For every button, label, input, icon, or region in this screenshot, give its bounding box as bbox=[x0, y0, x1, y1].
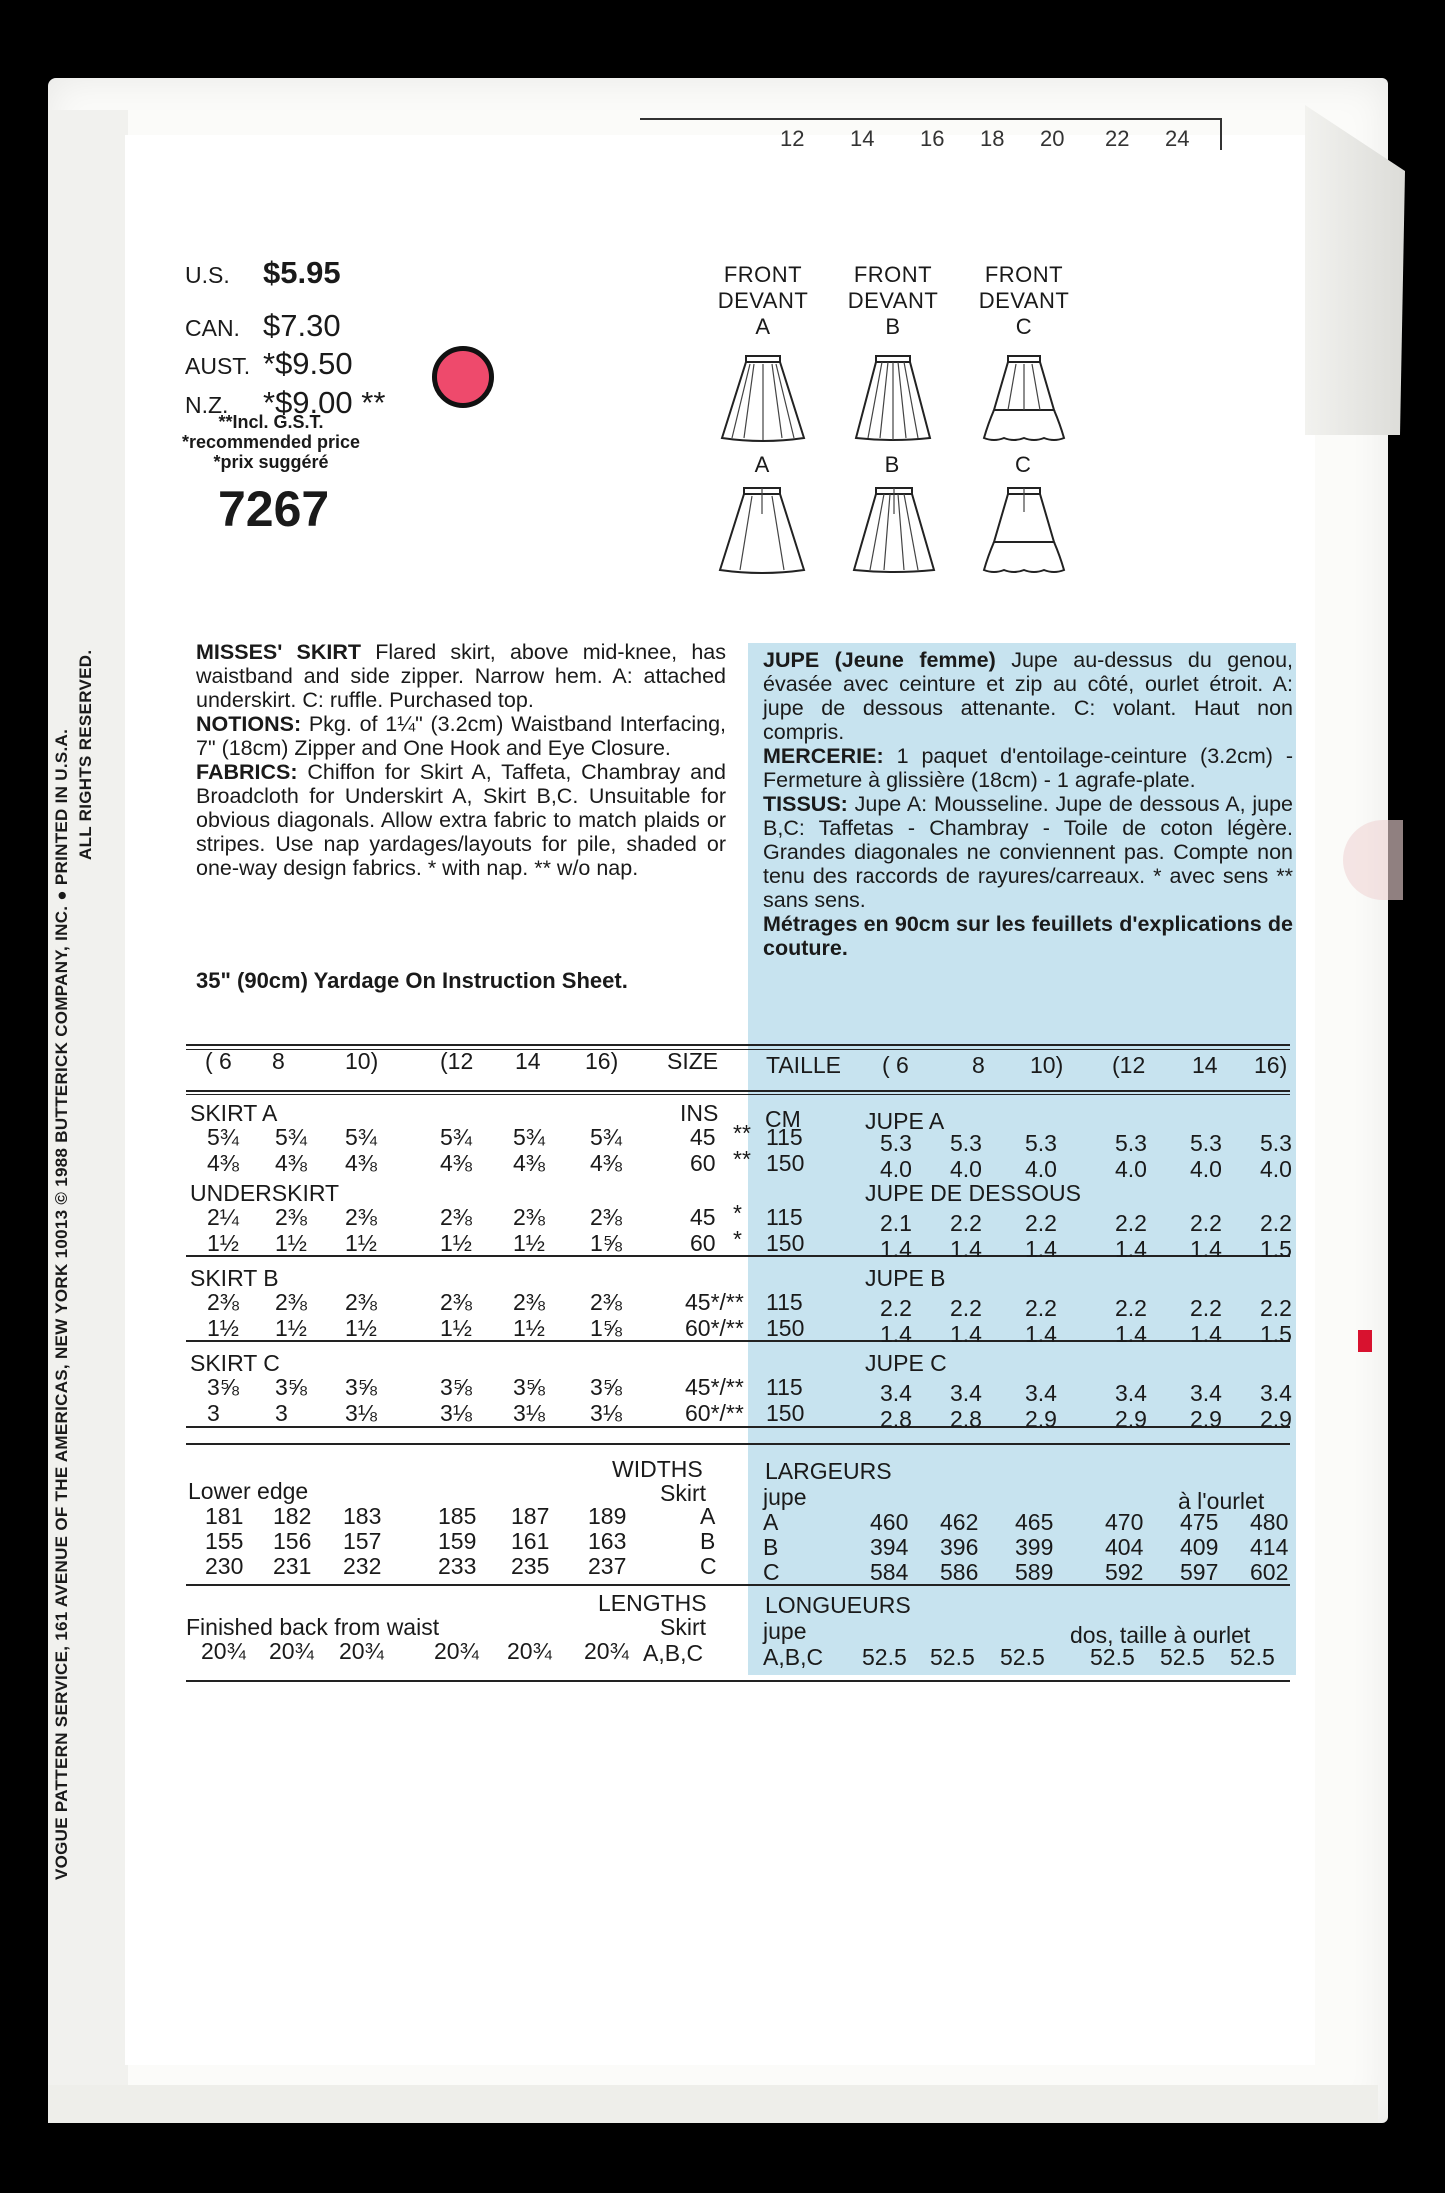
top-size: 24 bbox=[1165, 126, 1190, 151]
yardage-cell-fr: 2.8 bbox=[880, 1406, 912, 1432]
width-cell-fr: 462 bbox=[940, 1509, 979, 1535]
width-cell-fr: 470 bbox=[1105, 1509, 1144, 1535]
nap-mark: * bbox=[733, 1226, 742, 1252]
yardage-cell-fr: 3.4 bbox=[880, 1380, 912, 1406]
yardage-cell-en: 2⅜ bbox=[440, 1289, 472, 1315]
table-rule bbox=[186, 1443, 1290, 1445]
fabric-width-cm: 150 bbox=[766, 1150, 805, 1176]
yardage-cell-en: 2⅜ bbox=[513, 1204, 545, 1230]
yardage-cell-fr: 2.2 bbox=[1115, 1210, 1147, 1236]
yardage-cell-en: 1½ bbox=[440, 1230, 472, 1256]
yardage-cell-fr: 3.4 bbox=[1115, 1380, 1147, 1406]
yardage-note: 35" (90cm) Yardage On Instruction Sheet. bbox=[196, 968, 628, 993]
yardage-cell-fr: 4.0 bbox=[1025, 1156, 1057, 1182]
size-header-fr: (12 bbox=[1112, 1052, 1146, 1078]
fabric-width-cm: 150 bbox=[766, 1400, 805, 1426]
yardage-cell-fr: 1.4 bbox=[950, 1321, 982, 1347]
yardage-cell-fr: 1.4 bbox=[1190, 1321, 1222, 1347]
red-edge-mark bbox=[1358, 1330, 1372, 1352]
yardage-cell-en: 1½ bbox=[275, 1315, 307, 1341]
size-header-en: (12 bbox=[440, 1048, 474, 1074]
yardage-cell-fr: 2.2 bbox=[1115, 1295, 1147, 1321]
section-name-en: SKIRT B bbox=[190, 1265, 279, 1291]
yardage-cell-fr: 5.3 bbox=[1025, 1130, 1057, 1156]
view-heading-b: FRONT DEVANT B bbox=[847, 262, 939, 339]
size-header-en: 14 bbox=[515, 1048, 541, 1074]
yardage-cell-en: 1⅝ bbox=[590, 1315, 622, 1341]
yardage-cell-en: 3⅝ bbox=[207, 1374, 239, 1400]
yardage-cell-fr: 2.1 bbox=[880, 1210, 912, 1236]
yardage-cell-fr: 4.0 bbox=[880, 1156, 912, 1182]
widths-skirt-label: Skirt bbox=[660, 1480, 706, 1506]
yardage-cell-fr: 1.4 bbox=[1025, 1236, 1057, 1262]
fabric-width: 60 bbox=[690, 1230, 716, 1256]
width-cell-fr: 394 bbox=[870, 1534, 909, 1560]
length-cell-en: 20¾ bbox=[434, 1638, 479, 1664]
yardage-cell-fr: 2.2 bbox=[950, 1295, 982, 1321]
width-cell-fr: 396 bbox=[940, 1534, 979, 1560]
yardage-cell-en: 3⅝ bbox=[275, 1374, 307, 1400]
yardage-cell-en: 1½ bbox=[513, 1230, 545, 1256]
width-cell-en: 232 bbox=[343, 1553, 382, 1579]
size-header-en: 8 bbox=[272, 1048, 285, 1074]
yardage-cell-en: 3 bbox=[275, 1400, 288, 1426]
width-cell-fr: 584 bbox=[870, 1559, 909, 1585]
yardage-cell-en: 4⅜ bbox=[513, 1150, 545, 1176]
width-view: B bbox=[700, 1528, 716, 1554]
width-view-fr: B bbox=[763, 1534, 779, 1560]
nap-mark: ** bbox=[733, 1120, 751, 1146]
largeurs-label: LARGEURS bbox=[765, 1458, 892, 1484]
unit-cm: CM bbox=[765, 1106, 801, 1132]
yardage-cell-fr: 5.3 bbox=[950, 1130, 982, 1156]
width-cell-en: 185 bbox=[438, 1503, 477, 1529]
size-header-fr: 10) bbox=[1030, 1052, 1064, 1078]
width-cell-en: 157 bbox=[343, 1528, 382, 1554]
yardage-cell-fr: 2.9 bbox=[1115, 1406, 1147, 1432]
fabric-width-cm: 115 bbox=[766, 1124, 803, 1150]
yardage-cell-fr: 4.0 bbox=[1260, 1156, 1292, 1182]
top-size: 14 bbox=[850, 126, 875, 151]
table-rule bbox=[186, 1044, 1290, 1046]
width-cell-en: 163 bbox=[588, 1528, 627, 1554]
length-cell-fr: 52.5 bbox=[930, 1644, 975, 1670]
length-cell-fr: 52.5 bbox=[862, 1644, 907, 1670]
nap-mark: ** bbox=[733, 1146, 751, 1172]
yardage-cell-fr: 5.3 bbox=[1260, 1130, 1292, 1156]
skirt-c-front-icon bbox=[980, 352, 1068, 444]
yardage-cell-en: 2⅜ bbox=[590, 1289, 622, 1315]
yardage-cell-fr: 4.0 bbox=[1190, 1156, 1222, 1182]
yardage-cell-fr: 1.5 bbox=[1260, 1236, 1292, 1262]
pink-dot-icon bbox=[432, 346, 494, 408]
width-cell-en: 230 bbox=[205, 1553, 244, 1579]
copyright-vertical bbox=[50, 520, 98, 1880]
yardage-cell-fr: 2.9 bbox=[1025, 1406, 1057, 1432]
yardage-cell-en: 1½ bbox=[207, 1230, 239, 1256]
yardage-cell-en: 4⅜ bbox=[207, 1150, 239, 1176]
yardage-cell-fr: 1.4 bbox=[1115, 1236, 1147, 1262]
description-french: JUPE (Jeune femme) Jupe au-dessus du genou, évasée avec ceinture et zip au côté, ourlet étroit. A: jupe de dessous attenante. C: volant. Haut non compris. MERCERIE: 1 paquet d'entoilage-ceinture (3.2cm) - Fermeture à glissière (18cm) - 1 agrafe-plate. TISSUS: Jupe A: Mousseline. Jupe de dessous A, jupe B,C: Taffetas - Chambray - Toile de coton légère. Grandes diagonales ne conviennent pas. Compte non tenu des raccords de rayures/carreaux. * avec sens ** sans sens. Métrages en 90cm sur les feuillets d'explications de couture. bbox=[763, 648, 1293, 960]
section-name-fr: JUPE A bbox=[865, 1108, 945, 1134]
length-cell-en: 20¾ bbox=[339, 1638, 384, 1664]
size-header-en: SIZE bbox=[667, 1048, 719, 1074]
lower-edge-label: Lower edge bbox=[188, 1478, 309, 1504]
yardage-cell-en: 1½ bbox=[207, 1315, 239, 1341]
fabric-width-cm: 115 bbox=[766, 1204, 803, 1230]
fabric-width-cm: 150 bbox=[766, 1315, 805, 1341]
fabric-width-cm: 150 bbox=[766, 1230, 805, 1256]
yardage-cell-en: 2⅜ bbox=[207, 1289, 239, 1315]
jupe-label: jupe bbox=[763, 1618, 807, 1644]
description-english: MISSES' SKIRT Flared skirt, above mid-knee, has waistband and side zipper. Narrow hem. A: attached underskirt. C: ruffle. Purchased top. NOTIONS: Pkg. of 1¼" (3.2cm) Waistband Interfacing, 7" (18cm) Zipper and One Hook and Eye Closure. FABRICS: Chiffon for Skirt A, Taffeta, Chambray and Broadcloth for Underskirt A, Skirt B,C. Unsuitable for obvious diagonals. Allow extra fabric to match plaids or stripes. Use nap yardages/layouts for pile, shaded or one-way design fabrics. * with nap. ** w/o nap. bbox=[196, 640, 726, 880]
width-cell-fr: 586 bbox=[940, 1559, 979, 1585]
yardage-cell-en: 3⅝ bbox=[440, 1374, 472, 1400]
size-header-fr: 14 bbox=[1192, 1052, 1218, 1078]
fabric-width: 45 bbox=[690, 1204, 716, 1230]
width-cell-fr: 465 bbox=[1015, 1509, 1054, 1535]
fabric-width: 60*/** bbox=[685, 1400, 744, 1426]
table-rule bbox=[186, 1680, 1290, 1682]
yardage-cell-fr: 1.4 bbox=[880, 1236, 912, 1262]
jupe-label: jupe bbox=[763, 1484, 807, 1510]
width-cell-fr: 399 bbox=[1015, 1534, 1054, 1560]
top-size: 12 bbox=[780, 126, 805, 151]
yardage-cell-fr: 3.4 bbox=[1025, 1380, 1057, 1406]
yardage-cell-en: 3 bbox=[207, 1400, 220, 1426]
yardage-cell-fr: 1.4 bbox=[1190, 1236, 1222, 1262]
width-cell-en: 161 bbox=[511, 1528, 550, 1554]
length-cell-en: 20¾ bbox=[584, 1638, 629, 1664]
finished-back-label: Finished back from waist bbox=[186, 1614, 440, 1640]
top-size: 16 bbox=[920, 126, 945, 151]
section-name-fr: JUPE B bbox=[865, 1265, 946, 1291]
pattern-number: 7267 bbox=[218, 481, 330, 537]
width-cell-fr: 409 bbox=[1180, 1534, 1219, 1560]
width-cell-en: 156 bbox=[273, 1528, 312, 1554]
yardage-cell-en: 3⅝ bbox=[345, 1374, 377, 1400]
yardage-cell-fr: 1.4 bbox=[880, 1321, 912, 1347]
width-cell-en: 187 bbox=[511, 1503, 550, 1529]
length-cell-fr: 52.5 bbox=[1090, 1644, 1135, 1670]
yardage-cell-fr: 3.4 bbox=[1190, 1380, 1222, 1406]
yardage-cell-fr: 2.2 bbox=[1190, 1295, 1222, 1321]
top-size: 22 bbox=[1105, 126, 1130, 151]
yardage-cell-en: 5¾ bbox=[345, 1124, 377, 1150]
yardage-cell-fr: 1.4 bbox=[950, 1236, 982, 1262]
yardage-cell-fr: 2.9 bbox=[1260, 1406, 1292, 1432]
fabric-width: 45 bbox=[690, 1124, 716, 1150]
fabric-width: 45*/** bbox=[685, 1374, 744, 1400]
yardage-cell-en: 3⅝ bbox=[590, 1374, 622, 1400]
yardage-cell-fr: 5.3 bbox=[880, 1130, 912, 1156]
price-nz: N.Z. *$9.00 ** bbox=[185, 385, 386, 420]
width-cell-en: 233 bbox=[438, 1553, 477, 1579]
yardage-cell-en: 1½ bbox=[440, 1315, 472, 1341]
width-cell-fr: 414 bbox=[1250, 1534, 1289, 1560]
yardage-cell-fr: 1.4 bbox=[1115, 1321, 1147, 1347]
back-view-label-c: C bbox=[1015, 452, 1031, 477]
yardage-cell-en: 3⅛ bbox=[513, 1400, 545, 1426]
widths-label: WIDTHS bbox=[612, 1456, 703, 1482]
section-name-en: UNDERSKIRT bbox=[190, 1180, 340, 1206]
yardage-cell-fr: 2.2 bbox=[1260, 1210, 1292, 1236]
yardage-cell-en: 2⅜ bbox=[590, 1204, 622, 1230]
yardage-cell-en: 2¼ bbox=[207, 1204, 239, 1230]
copyright-line1: VOGUE PATTERN SERVICE, 161 AVENUE OF THE AMERICAS, NEW YORK 10013 © 1988 BUTTERICK COMPANY, INC. ● PRINTED IN U.S.A. bbox=[52, 728, 71, 1880]
length-cell-fr: 52.5 bbox=[1000, 1644, 1045, 1670]
length-cell-en: 20¾ bbox=[269, 1638, 314, 1664]
width-cell-fr: 589 bbox=[1015, 1559, 1054, 1585]
width-cell-fr: 602 bbox=[1250, 1559, 1289, 1585]
longueurs-label: LONGUEURS bbox=[765, 1592, 911, 1618]
width-view: C bbox=[700, 1553, 717, 1579]
skirt-b-front-icon bbox=[850, 352, 936, 444]
length-cell-fr: 52.5 bbox=[1230, 1644, 1275, 1670]
size-header-fr: ( 6 bbox=[882, 1052, 909, 1078]
width-cell-en: 181 bbox=[205, 1503, 244, 1529]
yardage-cell-fr: 1.4 bbox=[1025, 1321, 1057, 1347]
yardage-cell-fr: 1.5 bbox=[1260, 1321, 1292, 1347]
fabric-width: 60 bbox=[690, 1150, 716, 1176]
table-rule bbox=[186, 1090, 1290, 1092]
yardage-cell-fr: 5.3 bbox=[1115, 1130, 1147, 1156]
width-cell-fr: 597 bbox=[1180, 1559, 1219, 1585]
fabric-width-cm: 115 bbox=[766, 1374, 803, 1400]
table-rule bbox=[186, 1094, 1290, 1095]
width-cell-fr: 460 bbox=[870, 1509, 909, 1535]
price-notes: **Incl. G.S.T. *recommended price *prix suggéré bbox=[182, 412, 361, 472]
yardage-cell-en: 3⅝ bbox=[513, 1374, 545, 1400]
yardage-cell-en: 2⅜ bbox=[275, 1289, 307, 1315]
yardage-cell-en: 1½ bbox=[345, 1315, 377, 1341]
size-header-en: 16) bbox=[585, 1048, 619, 1074]
price-can: CAN. $7.30 bbox=[185, 308, 341, 343]
yardage-cell-en: 1½ bbox=[345, 1230, 377, 1256]
yardage-cell-fr: 2.2 bbox=[950, 1210, 982, 1236]
skirt-a-back-icon bbox=[716, 484, 808, 576]
width-cell-en: 159 bbox=[438, 1528, 477, 1554]
length-cell-en: 20¾ bbox=[201, 1638, 246, 1664]
section-name-en: SKIRT C bbox=[190, 1350, 280, 1376]
copyright-line2: ALL RIGHTS RESERVED. bbox=[76, 649, 95, 860]
width-cell-en: 231 bbox=[273, 1553, 312, 1579]
skirt-c-back-icon bbox=[980, 484, 1068, 576]
length-cell-fr: 52.5 bbox=[1160, 1644, 1205, 1670]
width-view: A bbox=[700, 1503, 716, 1529]
skirt-b-back-icon bbox=[850, 484, 938, 576]
top-size: 18 bbox=[980, 126, 1005, 151]
yardage-cell-en: 4⅜ bbox=[590, 1150, 622, 1176]
yardage-cell-en: 2⅜ bbox=[275, 1204, 307, 1230]
yardage-cell-en: 4⅜ bbox=[275, 1150, 307, 1176]
length-views: A,B,C bbox=[643, 1640, 704, 1666]
yardage-cell-en: 5¾ bbox=[440, 1124, 472, 1150]
yardage-cell-fr: 3.4 bbox=[1260, 1380, 1292, 1406]
size-header-en: ( 6 bbox=[205, 1048, 232, 1074]
width-cell-en: 183 bbox=[343, 1503, 382, 1529]
a-lourlet-label: à l'ourlet bbox=[1178, 1488, 1265, 1514]
yardage-cell-en: 3⅛ bbox=[590, 1400, 622, 1426]
yardage-cell-en: 2⅜ bbox=[345, 1289, 377, 1315]
yardage-cell-fr: 2.2 bbox=[1260, 1295, 1292, 1321]
width-view-fr: C bbox=[763, 1559, 780, 1585]
width-cell-fr: 480 bbox=[1250, 1509, 1289, 1535]
section-name-fr: JUPE DE DESSOUS bbox=[865, 1180, 1081, 1206]
yardage-cell-en: 4⅜ bbox=[440, 1150, 472, 1176]
section-name-fr: JUPE C bbox=[865, 1350, 947, 1376]
yardage-cell-fr: 3.4 bbox=[950, 1380, 982, 1406]
yardage-cell-en: 5¾ bbox=[513, 1124, 545, 1150]
yardage-cell-fr: 2.9 bbox=[1190, 1406, 1222, 1432]
size-header-en: 10) bbox=[345, 1048, 379, 1074]
fabric-width-cm: 115 bbox=[766, 1289, 803, 1315]
yardage-cell-fr: 2.8 bbox=[950, 1406, 982, 1432]
yardage-cell-en: 1½ bbox=[513, 1315, 545, 1341]
yardage-cell-fr: 2.2 bbox=[880, 1295, 912, 1321]
top-size: 20 bbox=[1040, 126, 1065, 151]
width-cell-en: 182 bbox=[273, 1503, 312, 1529]
unit-ins: INS bbox=[680, 1100, 719, 1126]
yardage-cell-fr: 4.0 bbox=[1115, 1156, 1147, 1182]
yardage-cell-en: 3⅛ bbox=[440, 1400, 472, 1426]
width-cell-en: 155 bbox=[205, 1528, 244, 1554]
width-cell-fr: 404 bbox=[1105, 1534, 1144, 1560]
yardage-cell-fr: 5.3 bbox=[1190, 1130, 1222, 1156]
yardage-cell-en: 2⅜ bbox=[345, 1204, 377, 1230]
length-cell-en: 20¾ bbox=[507, 1638, 552, 1664]
width-cell-en: 189 bbox=[588, 1503, 627, 1529]
skirt-a-front-icon bbox=[718, 352, 808, 444]
yardage-cell-en: 5¾ bbox=[590, 1124, 622, 1150]
size-header-fr: 8 bbox=[972, 1052, 985, 1078]
fabric-width: 45*/** bbox=[685, 1289, 744, 1315]
yardage-cell-fr: 2.2 bbox=[1025, 1210, 1057, 1236]
top-size-strip bbox=[640, 118, 1222, 150]
yardage-cell-en: 5¾ bbox=[275, 1124, 307, 1150]
size-header-fr: TAILLE bbox=[766, 1052, 841, 1078]
width-cell-en: 235 bbox=[511, 1553, 550, 1579]
length-views-fr: A,B,C bbox=[763, 1644, 824, 1670]
yardage-cell-fr: 2.2 bbox=[1025, 1295, 1057, 1321]
yardage-cell-fr: 4.0 bbox=[950, 1156, 982, 1182]
price-us: U.S. $5.95 bbox=[185, 255, 341, 290]
envelope-bottom-edge bbox=[48, 2085, 1378, 2123]
lengths-label: LENGTHS bbox=[598, 1590, 707, 1616]
width-cell-en: 237 bbox=[588, 1553, 627, 1579]
yardage-cell-fr: 2.2 bbox=[1190, 1210, 1222, 1236]
envelope-flap bbox=[1305, 105, 1405, 435]
dos-label: dos, taille à ourlet bbox=[1070, 1622, 1251, 1648]
back-view-label-b: B bbox=[884, 452, 900, 477]
width-cell-fr: 592 bbox=[1105, 1559, 1144, 1585]
yardage-cell-en: 4⅜ bbox=[345, 1150, 377, 1176]
back-view-label-a: A bbox=[754, 452, 770, 477]
nap-mark: * bbox=[733, 1200, 742, 1226]
yardage-cell-en: 3⅛ bbox=[345, 1400, 377, 1426]
size-header-fr: 16) bbox=[1254, 1052, 1288, 1078]
yardage-cell-en: 2⅜ bbox=[440, 1204, 472, 1230]
yardage-cell-en: 1½ bbox=[275, 1230, 307, 1256]
view-heading-c: FRONT DEVANT C bbox=[978, 262, 1070, 339]
width-view-fr: A bbox=[763, 1509, 779, 1535]
view-heading-a: FRONT DEVANT A bbox=[717, 262, 809, 339]
yardage-cell-en: 5¾ bbox=[207, 1124, 239, 1150]
yardage-cell-en: 1⅝ bbox=[590, 1230, 622, 1256]
fabric-width: 60*/** bbox=[685, 1315, 744, 1341]
section-name-en: SKIRT A bbox=[190, 1100, 278, 1126]
price-aust: AUST. *$9.50 bbox=[185, 346, 353, 381]
lengths-skirt-label: Skirt bbox=[660, 1614, 706, 1640]
yardage-cell-en: 2⅜ bbox=[513, 1289, 545, 1315]
width-cell-fr: 475 bbox=[1180, 1509, 1219, 1535]
